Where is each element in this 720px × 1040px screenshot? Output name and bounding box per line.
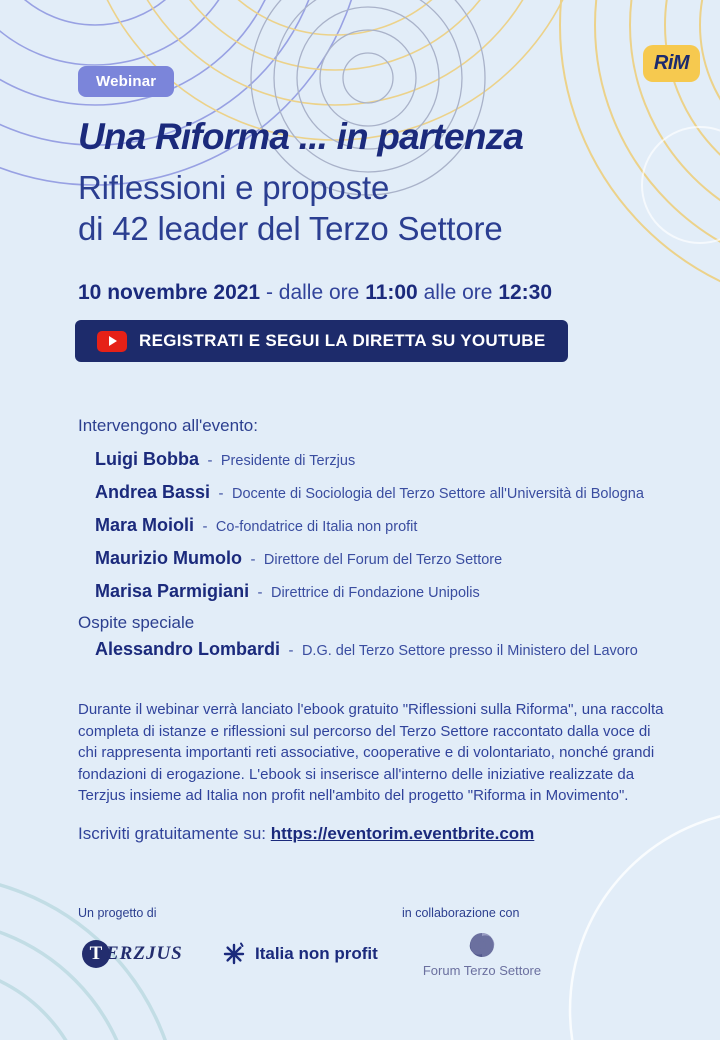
- speaker-role: Docente di Sociologia del Terzo Settore all'Università di Bologna: [231, 486, 644, 502]
- rim-logo: RiM: [643, 45, 700, 82]
- speaker-role: Co-fondatrice di Italia non profit: [215, 519, 418, 535]
- separator: -: [288, 642, 294, 659]
- circles-top-center-gray-icon: [251, 0, 485, 195]
- page-subtitle: [78, 167, 503, 249]
- separator: -: [207, 452, 213, 469]
- separator: -: [250, 551, 256, 568]
- speaker-row: [95, 449, 644, 470]
- event-datetime: [78, 281, 552, 305]
- special-guest-section: [78, 613, 638, 660]
- subtitle-line-1: Riflessioni e proposte: [78, 169, 390, 206]
- speaker-name: Luigi Bobba: [95, 449, 199, 469]
- signup-label: Iscriviti gratuitamente su:: [78, 824, 267, 843]
- italia-non-profit-logo: [222, 942, 378, 966]
- terzjus-logo-text: ERZJUS: [106, 943, 183, 964]
- datetime-text: - dalle ore: [265, 281, 360, 304]
- webinar-badge: Webinar: [78, 66, 174, 97]
- speaker-role: Presidente di Terzjus: [220, 453, 356, 469]
- italia-non-profit-label: Italia non profit: [255, 944, 378, 963]
- project-label: Un progetto di: [78, 906, 157, 920]
- speaker-name: Alessandro Lombardi: [95, 639, 281, 659]
- separator: -: [202, 518, 208, 535]
- youtube-icon: [97, 331, 127, 352]
- swirl-icon: [466, 928, 498, 960]
- collaboration-label: in collaborazione con: [402, 906, 520, 920]
- separator: -: [257, 584, 263, 601]
- circle-white-accent-icon: [642, 127, 720, 243]
- play-triangle-icon: [109, 336, 117, 346]
- datetime-text2: alle ore: [423, 281, 493, 304]
- speaker-role: Direttore del Forum del Terzo Settore: [263, 552, 503, 568]
- eventbrite-link[interactable]: https://eventorim.eventbrite.com: [270, 824, 535, 843]
- special-guest-heading: Ospite speciale: [78, 613, 195, 632]
- terzjus-logo: [82, 940, 183, 968]
- terzjus-mark-icon: T: [82, 940, 110, 968]
- speaker-row: [95, 482, 644, 503]
- subtitle-line-2: di 42 leader del Terzo Settore: [78, 210, 503, 247]
- separator: -: [218, 485, 224, 502]
- speaker-row: [95, 548, 644, 569]
- register-button-label: REGISTRATI E SEGUI LA DIRETTA SU YOUTUBE: [139, 331, 546, 350]
- speakers-heading: Intervengono all'evento:: [78, 416, 258, 435]
- speaker-role: D.G. del Terzo Settore presso il Ministero del Lavoro: [301, 643, 638, 659]
- end-time: 12:30: [498, 281, 553, 304]
- forum-label: Forum Terzo Settore: [422, 963, 542, 978]
- circle-bottom-right-white-icon: [570, 810, 720, 1040]
- page-title: Una Riforma ... in partenza: [78, 116, 524, 157]
- speaker-name: Maurizio Mumolo: [95, 548, 242, 568]
- start-time: 11:00: [365, 281, 418, 304]
- speakers-section: [78, 416, 644, 614]
- speaker-row: [95, 515, 644, 536]
- speaker-role: Direttrice di Fondazione Unipolis: [270, 585, 480, 601]
- special-guest-row: [95, 639, 638, 660]
- speaker-name: Mara Moioli: [95, 515, 195, 535]
- signup-line: [78, 824, 534, 844]
- speaker-row: [95, 581, 644, 602]
- forum-terzo-settore-logo: [402, 928, 562, 978]
- event-description: Durante il webinar verrà lanciato l'ebook gratuito "Riflessioni sulla Riforma", una raccolta completa di istanze e riflessioni sul percorso del Terzo Settore raccontato dalla voce di chi rappresenta importanti reti associative, cooperative e di volontariato, nonché grandi fondazioni di erogazione. L'ebook si inserisce all'interno delle iniziative realizzate da Terzjus insieme ad Italia non profit nell'ambito del progetto "Riforma in Movimento".: [78, 701, 664, 804]
- speaker-name: Marisa Parmigiani: [95, 581, 250, 601]
- register-youtube-button[interactable]: [75, 320, 568, 362]
- speaker-name: Andrea Bassi: [95, 482, 211, 502]
- asterisk-icon: [222, 942, 246, 966]
- event-date: 10 novembre 2021: [78, 281, 261, 304]
